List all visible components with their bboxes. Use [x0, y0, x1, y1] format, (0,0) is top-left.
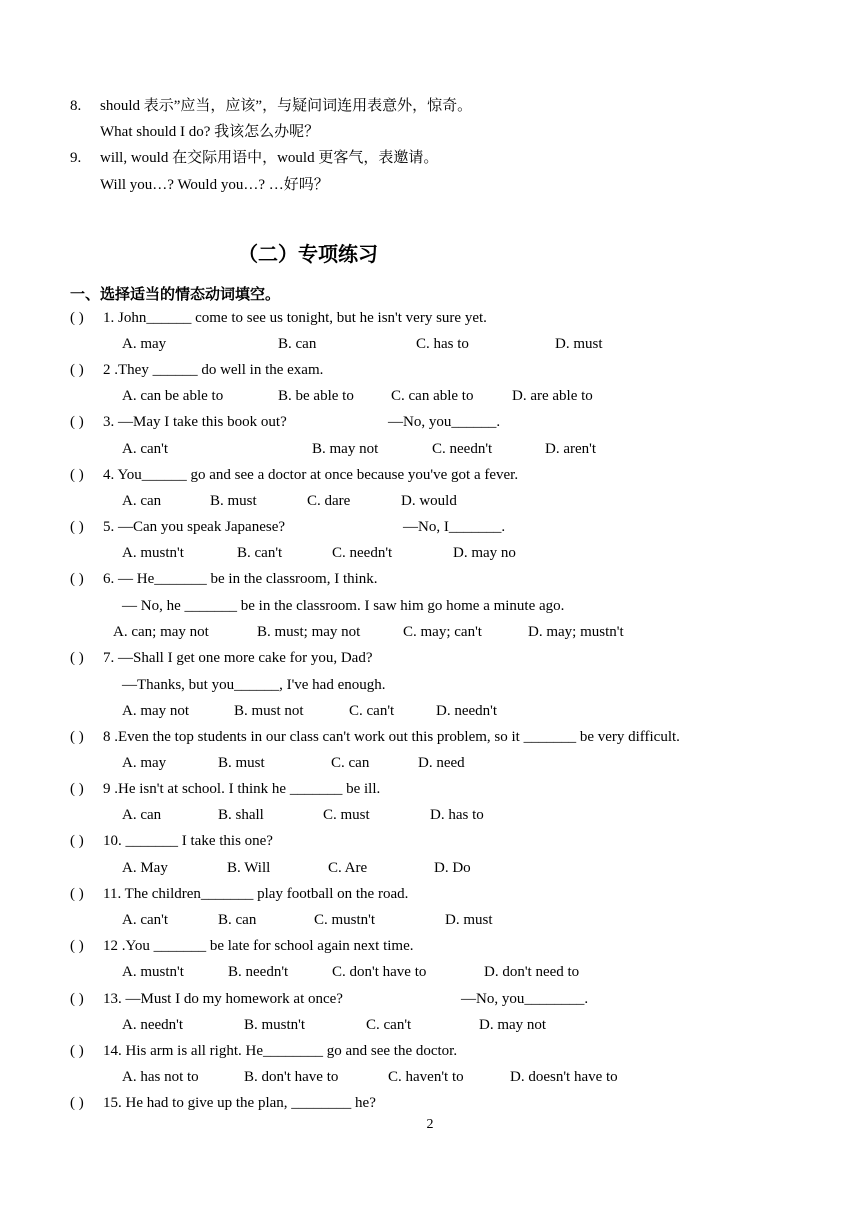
q9-option-a: A. can: [122, 807, 162, 823]
q1-option-d: D. must: [555, 336, 603, 352]
q1-option-c: C. has to: [416, 336, 469, 352]
q3-option-d: D. aren't: [545, 441, 597, 457]
q3-option-a: A. can't: [122, 441, 169, 457]
q14-option-b: B. don't have to: [244, 1069, 339, 1085]
page-number: 2: [426, 1117, 434, 1132]
question-14: 14. His arm is all right. He________ go and see the doctor.: [103, 1043, 458, 1059]
q5-option-b: B. can't: [237, 545, 283, 561]
q9-option-d: D. has to: [430, 807, 484, 823]
q4-option-a: A. can: [122, 493, 162, 509]
question-8: 8 .Even the top students in our class can't work out this problem, so it _______ be very difficult.: [103, 729, 680, 745]
question-10: 10. _______ I take this one?: [103, 833, 273, 849]
q10-option-d: D. Do: [434, 860, 471, 876]
q13-option-b: B. mustn't: [244, 1017, 306, 1033]
q14-option-d: D. doesn't have to: [510, 1069, 618, 1085]
answer-blank: ( ): [70, 833, 84, 849]
q12-option-d: D. don't need to: [484, 964, 580, 980]
q4-option-d: D. would: [401, 493, 457, 509]
q8-option-c: C. can: [331, 755, 370, 771]
note-8-text: should 表示”应当，应该”，与疑问词连用表意外，惊奇。: [100, 98, 473, 114]
q13-option-d: D. may not: [479, 1017, 547, 1033]
note-9-number: 9.: [70, 150, 82, 166]
q6-option-d: D. may; mustn't: [528, 624, 624, 640]
q9-option-c: C. must: [323, 807, 370, 823]
q3-option-c: C. needn't: [432, 441, 493, 457]
answer-blank: ( ): [70, 886, 84, 902]
q7-option-b: B. must not: [234, 703, 304, 719]
q12-option-c: C. don't have to: [332, 964, 427, 980]
question-7: 7. —Shall I get one more cake for you, Dad?: [103, 650, 373, 666]
q10-option-a: A. May: [122, 860, 168, 876]
q6-option-a: A. can; may not: [113, 624, 209, 640]
question-3: 3. —May I take this book out?: [103, 414, 287, 430]
question-12: 12 .You _______ be late for school again next time.: [103, 938, 414, 954]
q2-option-a: A. can be able to: [122, 388, 224, 404]
q12-option-a: A. mustn't: [122, 964, 184, 980]
q13-option-a: A. needn't: [122, 1017, 184, 1033]
question-5: 5. —Can you speak Japanese?: [103, 519, 286, 535]
q10-option-b: B. Will: [227, 860, 271, 876]
q12-option-b: B. needn't: [228, 964, 289, 980]
note-9-text: will, would 在交际用语中，would 更客气，表邀请。: [100, 150, 439, 166]
answer-blank: ( ): [70, 991, 84, 1007]
answer-blank: ( ): [70, 1043, 84, 1059]
note-8-example: What should I do? 我该怎么办呢？: [100, 124, 320, 140]
q11-option-c: C. mustn't: [314, 912, 376, 928]
question-1: 1. John______ come to see us tonight, but he isn't very sure yet.: [103, 310, 487, 326]
answer-blank: ( ): [70, 571, 84, 587]
q7-option-d: D. needn't: [436, 703, 498, 719]
q3-option-b: B. may not: [312, 441, 379, 457]
question-9: 9 .He isn't at school. I think he _______ be ill.: [103, 781, 381, 797]
q4-option-b: B. must: [210, 493, 257, 509]
q2-option-c: C. can able to: [391, 388, 474, 404]
question-3-reply: —No, you______.: [388, 414, 501, 430]
answer-blank: ( ): [70, 938, 84, 954]
q11-option-a: A. can't: [122, 912, 169, 928]
answer-blank: ( ): [70, 519, 84, 535]
q8-option-d: D. need: [418, 755, 465, 771]
answer-blank: ( ): [70, 414, 84, 430]
question-6: 6. — He_______ be in the classroom, I think.: [103, 571, 378, 587]
question-2: 2 .They ______ do well in the exam.: [103, 362, 324, 378]
question-4: 4. You______ go and see a doctor at once because you've got a fever.: [103, 467, 519, 483]
q9-option-b: B. shall: [218, 807, 264, 823]
question-15: 15. He had to give up the plan, ________ he?: [103, 1095, 376, 1111]
answer-blank: ( ): [70, 650, 84, 666]
q4-option-c: C. dare: [307, 493, 351, 509]
q8-option-a: A. may: [122, 755, 167, 771]
q2-option-d: D. are able to: [512, 388, 593, 404]
q7-option-c: C. can't: [349, 703, 395, 719]
q6-option-b: B. must; may not: [257, 624, 361, 640]
q2-option-b: B. be able to: [278, 388, 354, 404]
q1-option-a: A. may: [122, 336, 167, 352]
q5-option-d: D. may no: [453, 545, 516, 561]
q11-option-b: B. can: [218, 912, 257, 928]
q14-option-c: C. haven't to: [388, 1069, 464, 1085]
answer-blank: ( ): [70, 310, 84, 326]
answer-blank: ( ): [70, 781, 84, 797]
q6-option-c: C. may; can't: [403, 624, 482, 640]
answer-blank: ( ): [70, 1095, 84, 1111]
page-title-text: （二）专项练习: [238, 242, 378, 266]
question-13: 13. —Must I do my homework at once?: [103, 991, 343, 1007]
q5-option-a: A. mustn't: [122, 545, 184, 561]
q5-option-c: C. needn't: [332, 545, 393, 561]
q13-option-c: C. can't: [366, 1017, 412, 1033]
note-9-example: Will you…? Would you…? …好吗？: [100, 177, 329, 193]
answer-blank: ( ): [70, 467, 84, 483]
q14-option-a: A. has not to: [122, 1069, 199, 1085]
question-13-reply: —No, you________.: [461, 991, 589, 1007]
q7-option-a: A. may not: [122, 703, 190, 719]
question-11: 11. The children_______ play football on the road.: [103, 886, 409, 902]
section-heading: 一、选择适当的情态动词填空。: [70, 285, 281, 303]
q1-option-b: B. can: [278, 336, 317, 352]
question-6-reply: — No, he _______ be in the classroom. I saw him go home a minute ago.: [122, 598, 565, 614]
q10-option-c: C. Are: [328, 860, 368, 876]
question-7-reply: —Thanks, but you______, I've had enough.: [122, 677, 386, 693]
note-8-number: 8.: [70, 98, 82, 114]
q11-option-d: D. must: [445, 912, 493, 928]
answer-blank: ( ): [70, 729, 84, 745]
question-5-reply: —No, I_______.: [403, 519, 506, 535]
q8-option-b: B. must: [218, 755, 265, 771]
answer-blank: ( ): [70, 362, 84, 378]
